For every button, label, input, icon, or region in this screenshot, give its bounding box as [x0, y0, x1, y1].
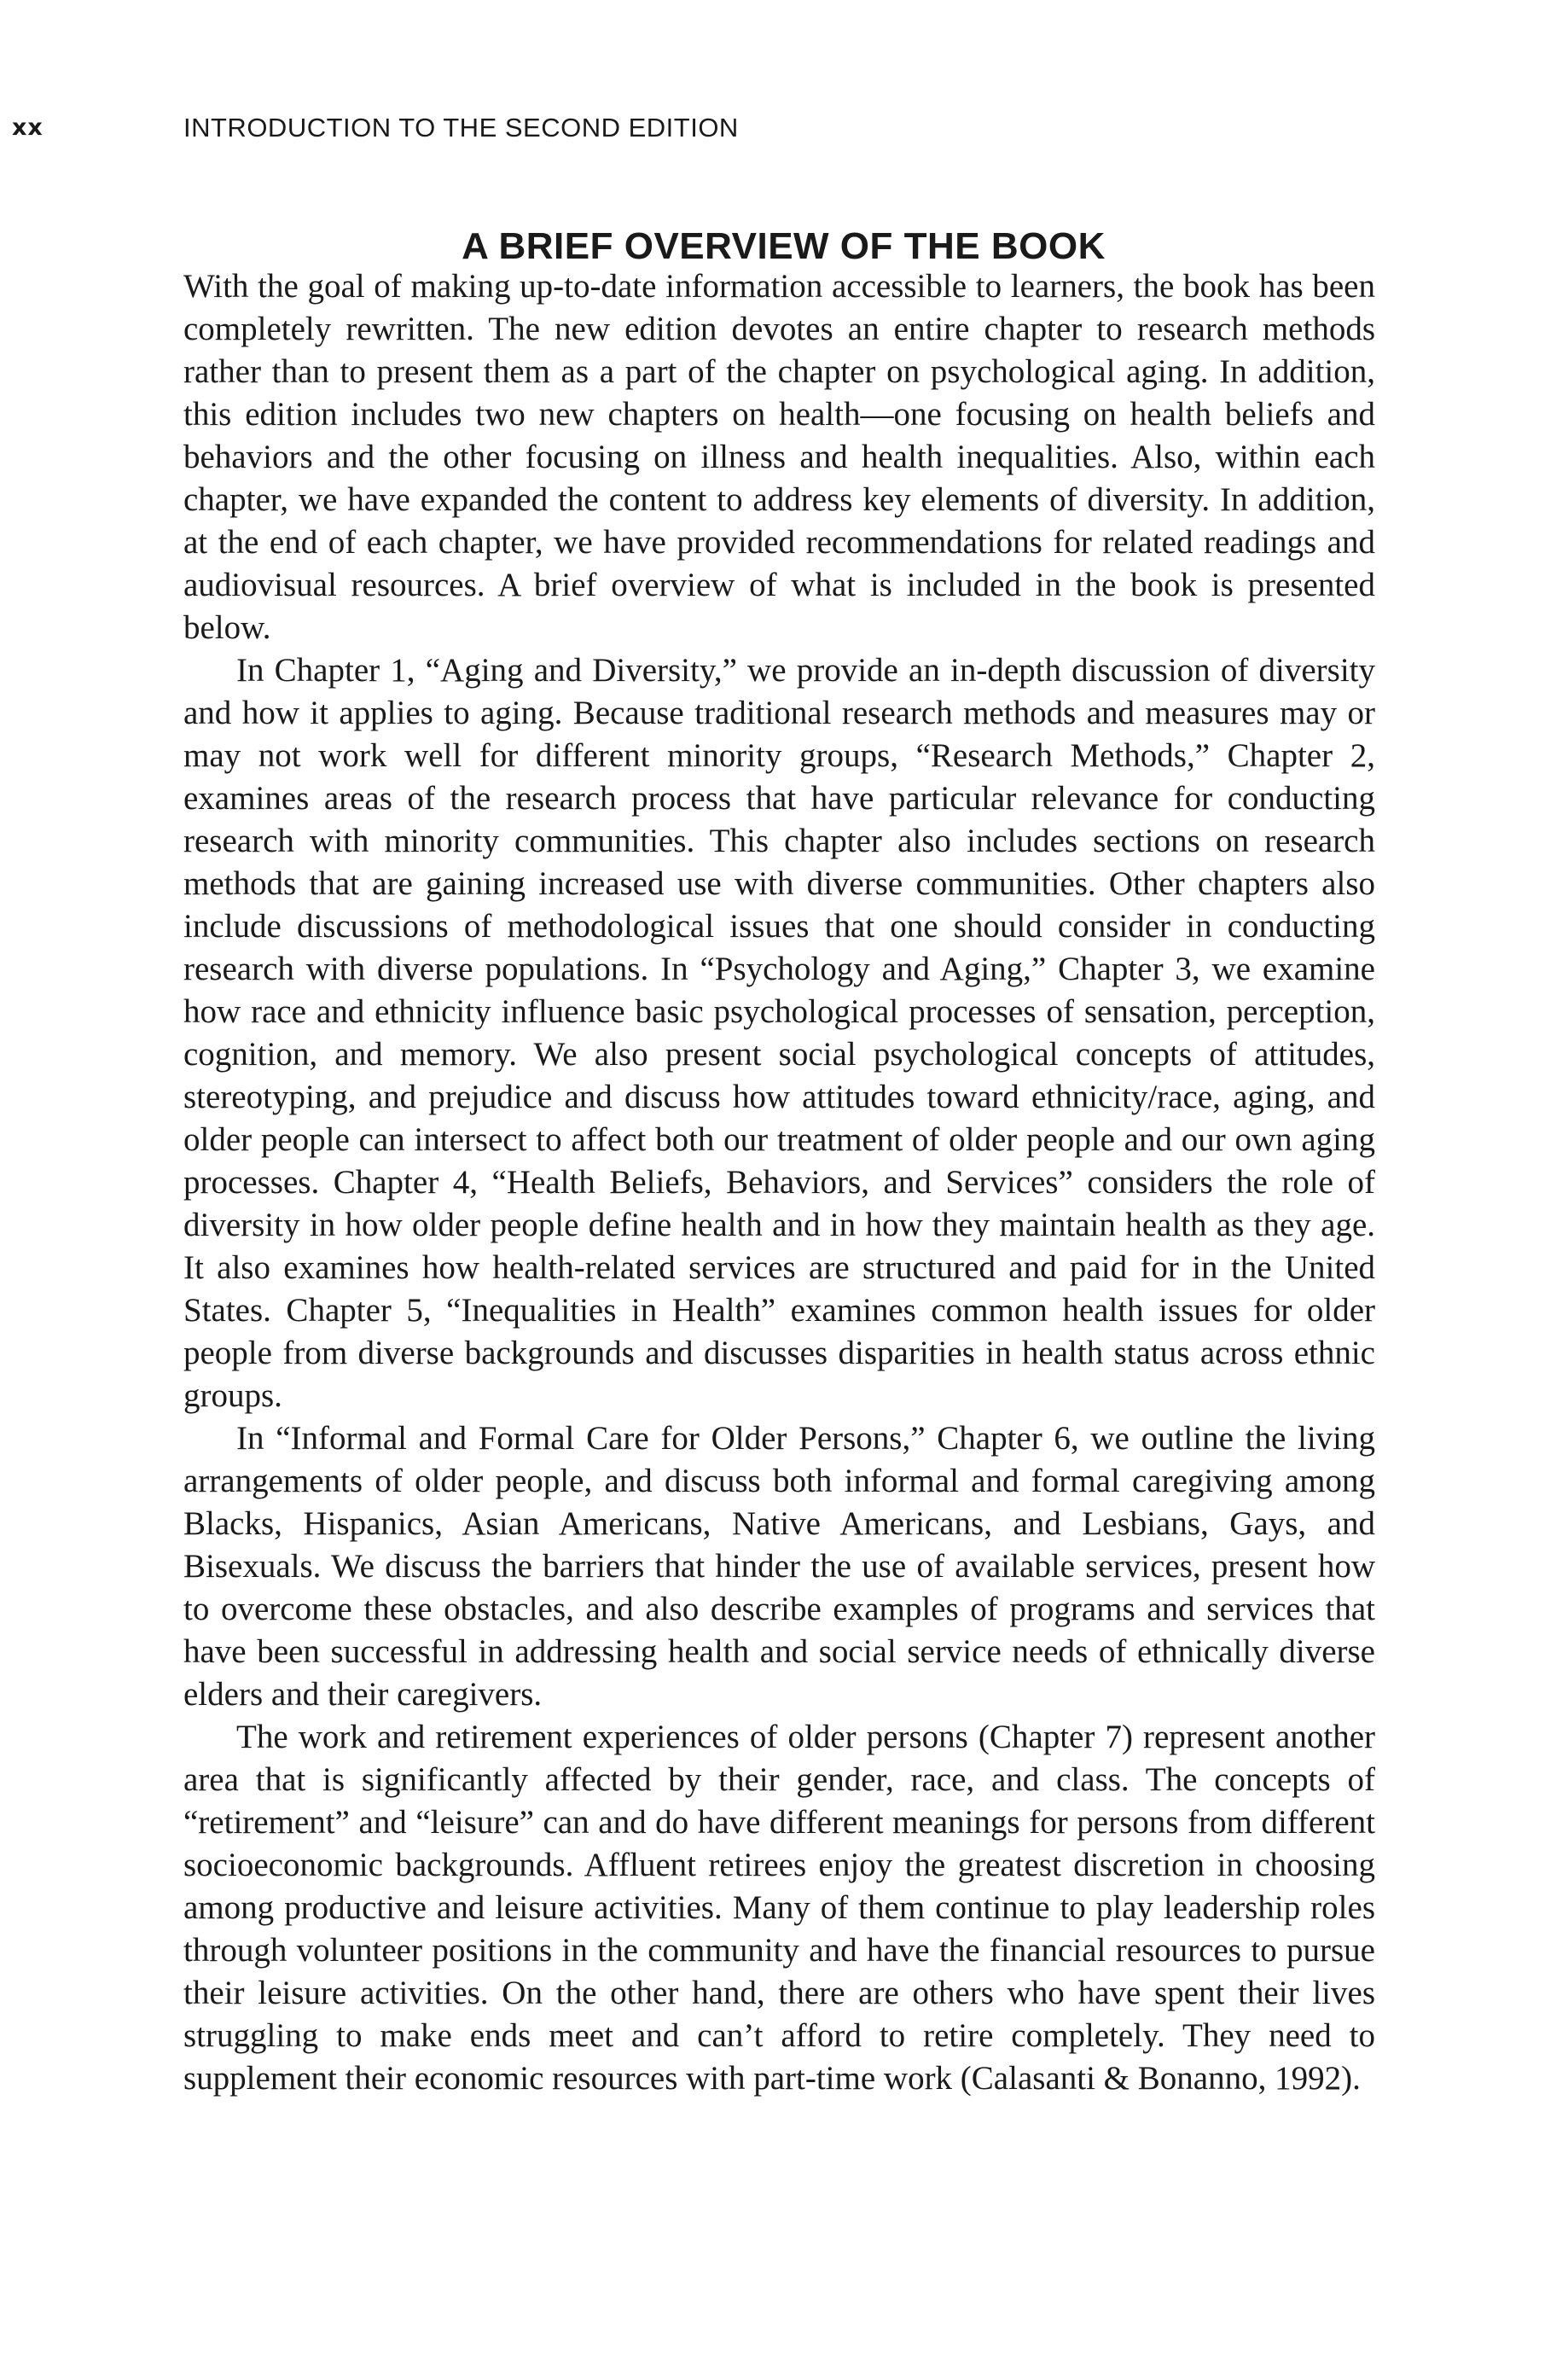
body-text [183, 265, 1375, 2100]
paragraph-chapters-1-5: In Chapter 1, “Aging and Diversity,” we provide an in-depth discussion of diversity and how it applies to aging. Because traditional research methods and measures may or may not work well for different minority groups, “Research Methods,” Chapter 2, examines areas of the research process that have particular relevance for conducting research with minority communities. This chapter also includes sections on research methods that are gaining increased use with diverse communities. Other chapters also include discussions of methodological issues that one should consider in conducting research with diverse populations. In “Psychology and Aging,” Chapter 3, we examine how race and ethnicity influence basic psychological processes of sensation, perception, cognition, and memory. We also present social psychological concepts of attitudes, stereotyping, and prejudice and discuss how attitudes toward ethnicity/race, aging, and older people can intersect to affect both our treatment of older people and our own aging processes. Chapter 4, “Health Beliefs, Behaviors, and Services” considers the role of diversity in how older people define health and in how they maintain health as they age. It also examines how health-related services are structured and paid for in the United States. Chapter 5, “Inequalities in Health” examines common health issues for older people from diverse backgrounds and discusses disparities in health status across ethnic groups. [183, 652, 1375, 1414]
paragraph-chapter-6: In “Informal and Formal Care for Older Persons,” Chapter 6, we outline the living arrangements of older people, and discuss both informal and formal caregiving among Blacks, Hispanics, Asian Americans, Native Americans, and Lesbians, Gays, and Bisexuals. We discuss the barriers that hinder the use of available services, present how to overcome these obstacles, and also describe examples of programs and services that have been successful in addressing health and social service needs of ethnically diverse elders and their caregivers. [183, 1420, 1375, 1713]
running-head: INTRODUCTION TO THE SECOND EDITION [183, 113, 739, 143]
paragraph-intro: With the goal of making up-to-date information accessible to learners, the book has been completely rewritten. The new edition devotes an entire chapter to research methods rather than to present them as a part of the chapter on psychological aging. In addition, this edition includes two new chapters on health—one focusing on health beliefs and behaviors and the other focusing on illness and health inequalities. Also, within each chapter, we have expanded the content to address key elements of diversity. In addition, at the end of each chapter, we have provided recommendations for related readings and audiovisual resources. A brief overview of what is included in the book is presented below. [183, 268, 1375, 646]
section-title: A BRIEF OVERVIEW OF THE BOOK [462, 224, 1106, 267]
paragraph-chapter-7: The work and retirement experiences of older persons (Chapter 7) represent another area that is significantly affected by their gender, race, and class. The concepts of “retirement” and “leisure” can and do have different meanings for persons from different socioeconomic backgrounds. Affluent retirees enjoy the greatest discretion in choosing among productive and leisure activities. Many of them continue to play leadership roles through volunteer positions in the community and have the financial resources to pursue their leisure activities. On the other hand, there are others who have spent their lives struggling to make ends meet and can’t afford to retire completely. They need to supplement their economic resources with part-time work (Calasanti & Bonanno, 1992). [183, 1719, 1375, 2097]
page-number: xx [12, 114, 44, 141]
